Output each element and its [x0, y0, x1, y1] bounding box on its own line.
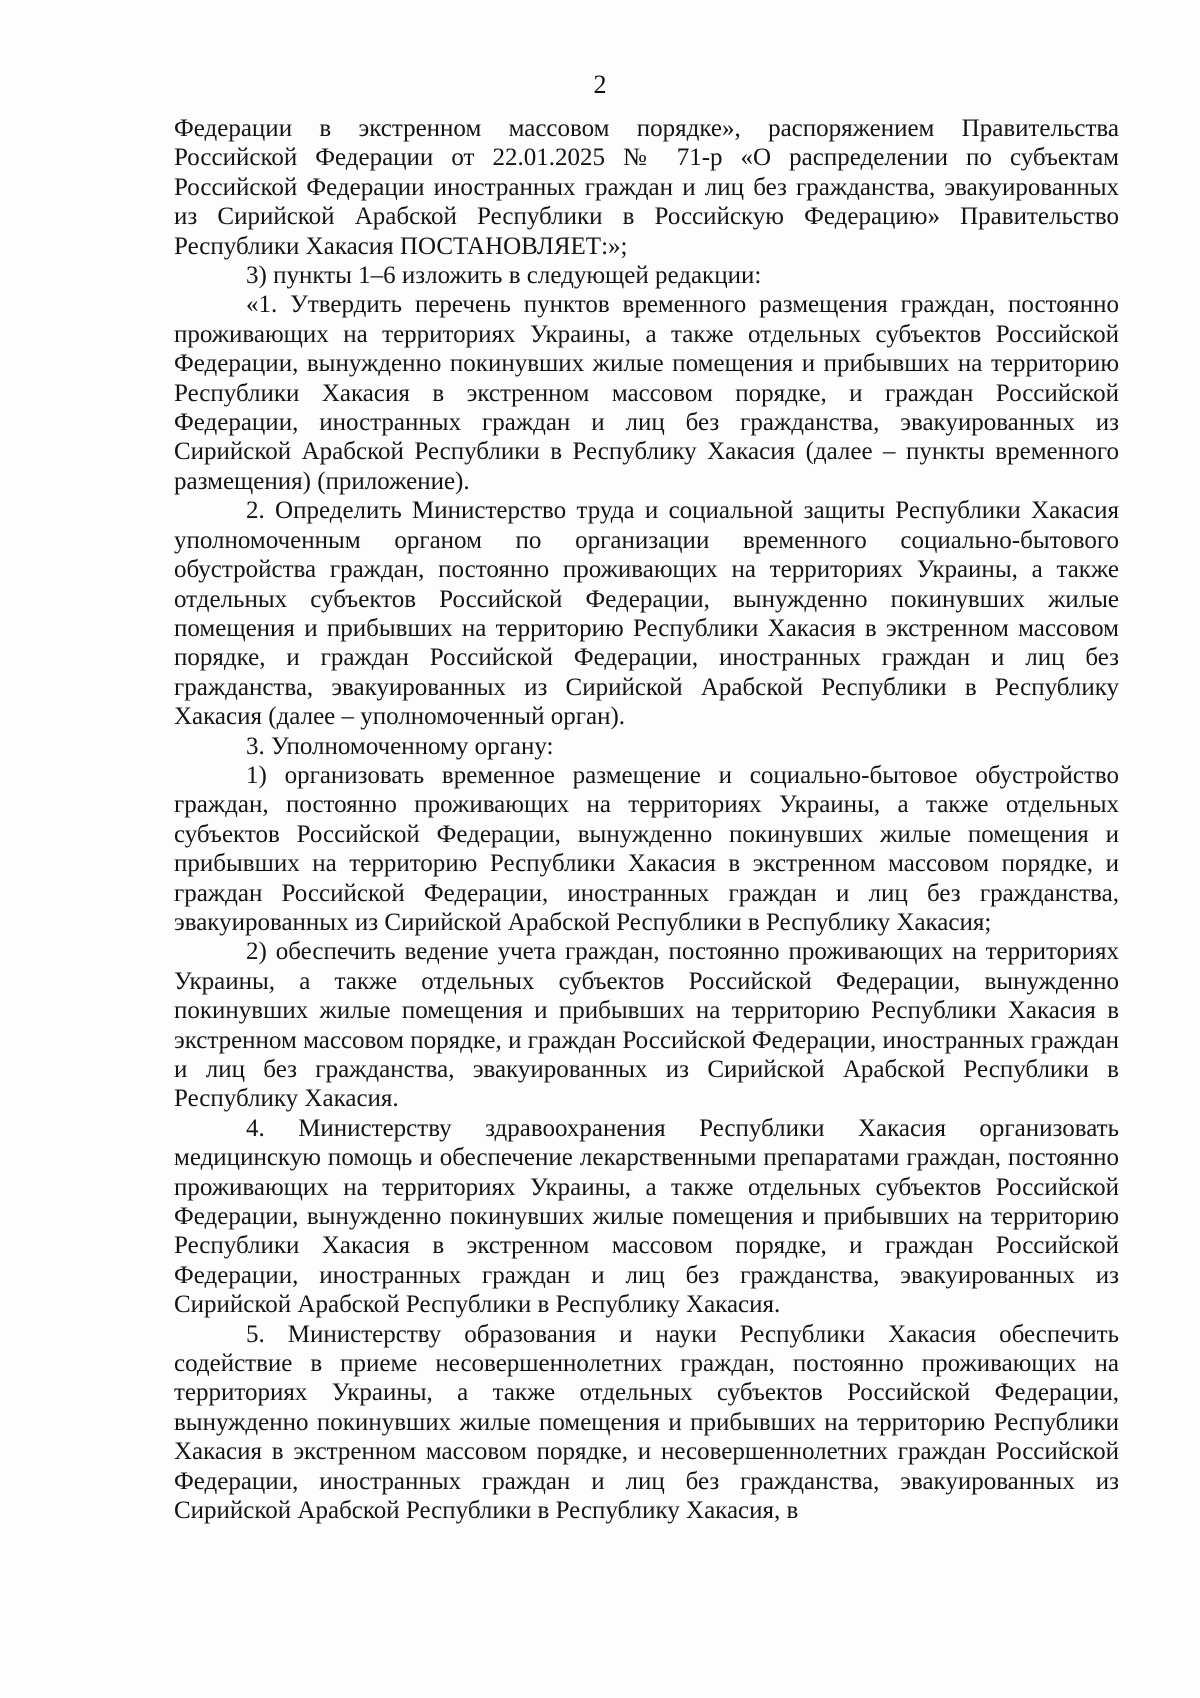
paragraph-point-3-sub-2: 2) обеспечить ведение учета граждан, постоянно проживающих на территориях Украины, а также отдельных субъектов Российской Федерации, вынужденно покинувших жилые помещения и прибывших на территорию Республики Хакасия в экстренном массовом порядке, и граждан Российской Федерации, иностранных граждан и лиц без гражданства, эвакуированных из Сирийской Арабской Республики в Республику Хакасия.	[174, 938, 1119, 1113]
document-body	[174, 114, 1119, 1526]
paragraph-point-2: 2. Определить Министерство труда и социальной защиты Республики Хакасия уполномоченным органом по организации временного социально-бытового обустройства граждан, постоянно проживающих на территориях Украины, а также отдельных субъектов Российской Федерации, вынужденно покинувших жилые помещения и прибывших на территорию Республики Хакасия в экстренном массовом порядке, и граждан Российской Федерации, иностранных граждан и лиц без гражданства, эвакуированных из Сирийской Арабской Республики в Республику Хакасия (далее – уполномоченный орган).	[174, 497, 1119, 731]
page-number: 2	[593, 70, 607, 99]
paragraph-point-3: 3. Уполномоченному органу:	[246, 732, 554, 760]
paragraph-point-4: 4. Министерству здравоохранения Республики Хакасия организовать медицинскую помощь и обеспечение лекарственными препаратами граждан, постоянно проживающих на территориях Украины, а также отдельных субъектов Российской Федерации, вынужденно покинувших жилые помещения и прибывших на территорию Республики Хакасия в экстренном массовом порядке, и граждан Российской Федерации, иностранных граждан и лиц без гражданства, эвакуированных из Сирийской Арабской Республики в Республику Хакасия.	[174, 1114, 1119, 1319]
paragraph-point-3-sub-1: 1) организовать временное размещение и социально-бытовое обустройство граждан, постоянно проживающих на территориях Украины, а также отдельных субъектов Российской Федерации, вынужденно покинувших жилые помещения и прибывших на территорию Республики Хакасия в экстренном массовом порядке, и граждан Российской Федерации, иностранных граждан и лиц без гражданства, эвакуированных из Сирийской Арабской Республики в Республику Хакасия;	[174, 761, 1119, 936]
paragraph-point-1: «1. Утвердить перечень пунктов временного размещения граждан, постоянно проживающих на территориях Украины, а также отдельных субъектов Российской Федерации, вынужденно покинувших жилые помещения и прибывших на территорию Республики Хакасия в экстренном массовом порядке, и граждан Российской Федерации, иностранных граждан и лиц без гражданства, эвакуированных из Сирийской Арабской Республики в Республику Хакасия (далее – пункты временного размещения) (приложение).	[174, 291, 1119, 495]
paragraph-continuation: Федерации в экстренном массовом порядке», распоряжением Правительства Российской Федерации от 22.01.2025 № 71-р «О распределении по субъектам Российской Федерации иностранных граждан и лиц без гражданства, эвакуированных из Сирийской Арабской Республики в Российскую Федерацию» Правительство Республики Хакасия ПОСТАНОВЛЯЕТ:»;	[174, 115, 1119, 260]
paragraph-item-3: 3) пункты 1–6 изложить в следующей редакции:	[246, 262, 762, 290]
paragraph-point-5: 5. Министерству образования и науки Республики Хакасия обеспечить содействие в приеме несовершеннолетних граждан, постоянно проживающих на территориях Украины, а также отдельных субъектов Российской Федерации, вынужденно покинувших жилые помещения и прибывших на территорию Республики Хакасия в экстренном массовом порядке, и несовершеннолетних граждан Российской Федерации, иностранных граждан и лиц без гражданства, эвакуированных из Сирийской Арабской Республики в Республику Хакасия, в	[174, 1320, 1119, 1525]
